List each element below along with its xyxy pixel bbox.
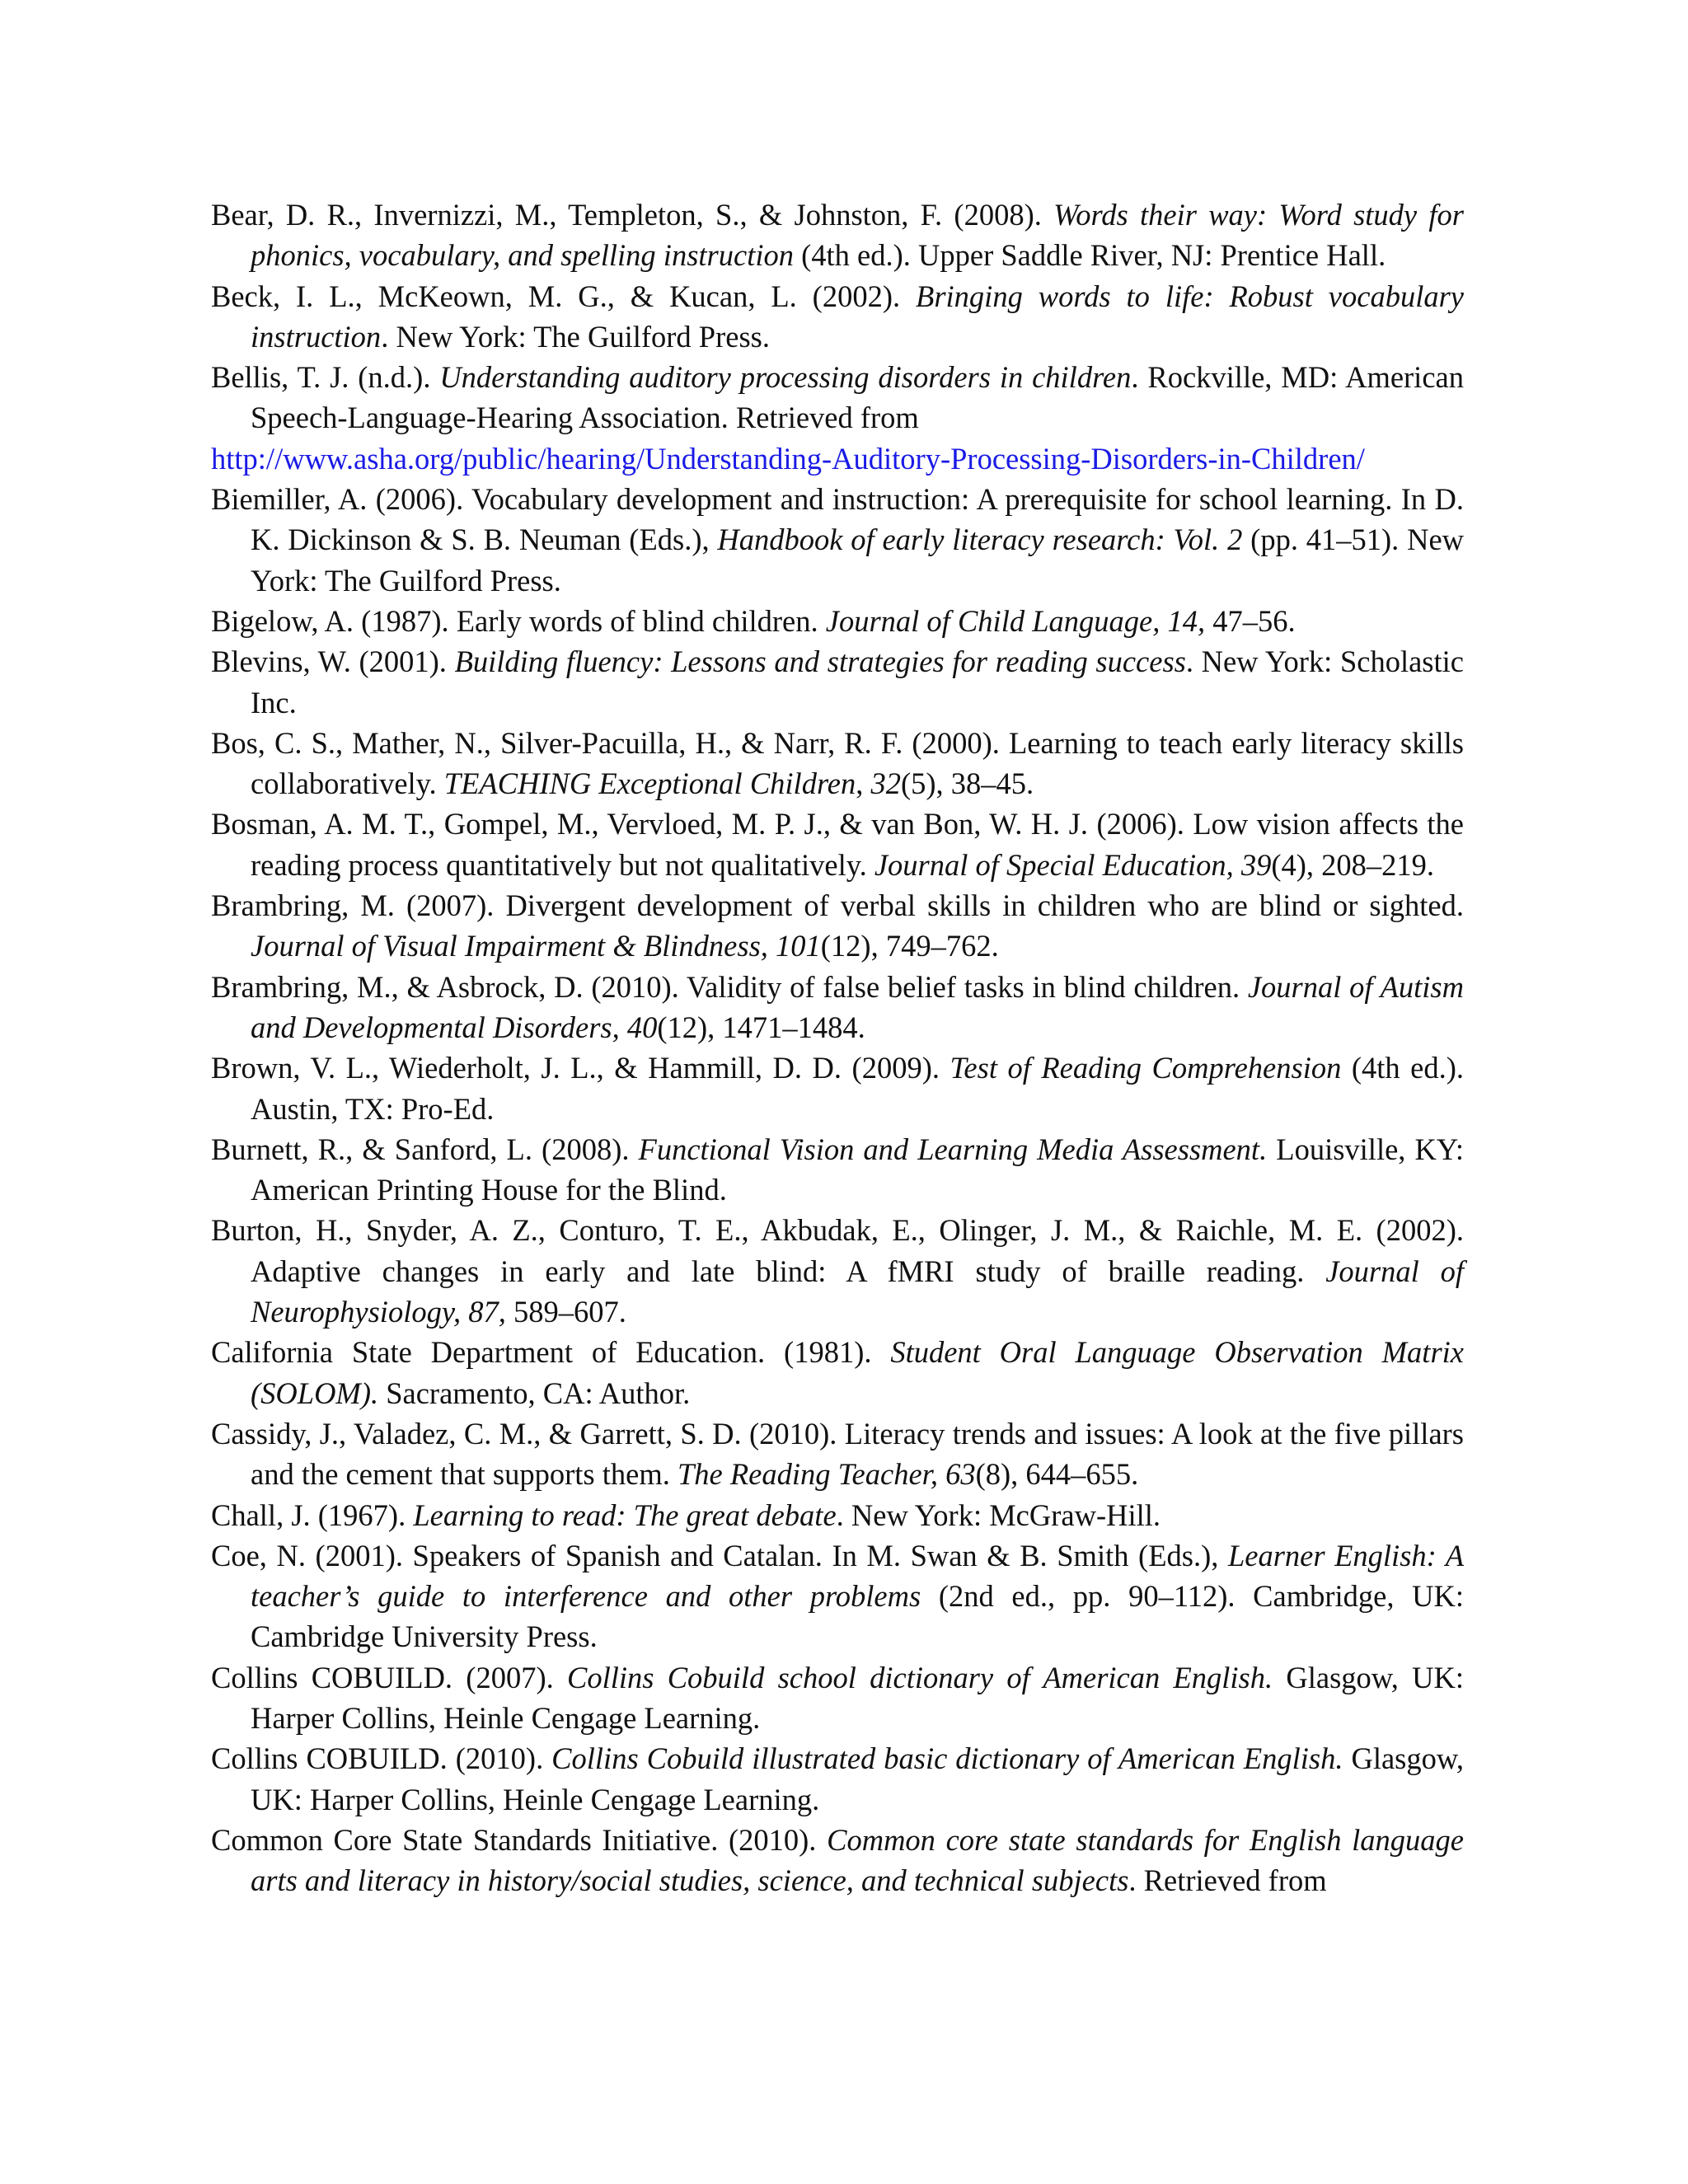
reference-entry xyxy=(211,1495,1464,1535)
ref-text: Cassidy, J., Valadez, C. M., & Garrett, S. D. (2010). Literacy trends and issues: A look at the five pillars and the cement that supports them. xyxy=(211,1416,1464,1492)
ref-text: Glasgow, UK: Harper Collins, Heinle Cengage Learning. xyxy=(251,1741,1464,1816)
ref-title: Learning to read: The great debate xyxy=(413,1497,837,1532)
ref-text: (12), 749–762. xyxy=(820,929,999,963)
ref-title: Building fluency: Lessons and strategies for reading success xyxy=(454,644,1186,679)
ref-title: Journal of Special Education, 39 xyxy=(874,847,1272,882)
ref-text: Bigelow, A. (1987). Early words of blind children. xyxy=(211,603,826,638)
ref-title: Bringing words to life: Robust vocabulary instruction xyxy=(251,279,1464,354)
ref-title: Journal of Autism and Developmental Disorders, 40 xyxy=(251,969,1464,1044)
ref-text: Bellis, T. J. (n.d.). xyxy=(211,360,440,395)
reference-entry xyxy=(211,194,1464,276)
ref-text: Chall, J. (1967). xyxy=(211,1497,414,1532)
ref-volume: 32 xyxy=(870,766,901,801)
reference-entry xyxy=(211,804,1464,885)
ref-title: TEACHING Exceptional Children xyxy=(443,766,856,801)
reference-entry xyxy=(211,1820,1464,1901)
reference-entry xyxy=(211,601,1464,641)
reference-entry xyxy=(211,967,1464,1048)
ref-text: Bosman, A. M. T., Gompel, M., Vervloed, M. P. J., & van Bon, W. H. J. (2006). Low vision affects the reading process quantitatively but not qualitatively. xyxy=(211,807,1464,882)
reference-entry xyxy=(211,1738,1464,1820)
ref-text: Brambring, M., & Asbrock, D. (2010). Validity of false belief tasks in blind children. xyxy=(211,969,1248,1004)
ref-title: Journal of Neurophysiology, 87, xyxy=(251,1254,1465,1329)
ref-title: Learner English: A teacher’s guide to interference and other problems xyxy=(251,1538,1465,1614)
ref-text: . New York: McGraw-Hill. xyxy=(836,1497,1161,1532)
ref-text: (pp. 41–51). New York: The Guilford Press. xyxy=(251,523,1465,598)
ref-text: Brambring, M. (2007). Divergent development of verbal skills in children who are blind or sighted. xyxy=(211,888,1464,923)
ref-text: . Rockville, MD: American Speech-Language-Hearing Association. Retrieved from xyxy=(251,360,1464,435)
reference-entry xyxy=(211,885,1464,967)
ref-text: Beck, I. L., McKeown, M. G., & Kucan, L. (2002). xyxy=(211,279,917,313)
reference-entry xyxy=(211,1047,1464,1129)
ref-text: (4th ed.). Upper Saddle River, NJ: Prentice Hall. xyxy=(793,238,1386,273)
ref-text: . New York: The Guilford Press. xyxy=(381,319,770,354)
ref-text: 589–607. xyxy=(505,1295,626,1329)
ref-title: The Reading Teacher, 63 xyxy=(677,1457,976,1492)
reference-entry xyxy=(211,641,1464,723)
ref-text: (12), 1471–1484. xyxy=(657,1010,865,1044)
ref-text: 47–56. xyxy=(1205,603,1296,638)
ref-text: Brown, V. L., Wiederholt, J. L., & Hammill, D. D. (2009). xyxy=(211,1051,950,1085)
reference-entry xyxy=(211,1413,1464,1495)
reference-entry xyxy=(211,1129,1464,1211)
ref-title: Functional Vision and Learning Media Assessment. xyxy=(638,1132,1268,1166)
ref-text: Biemiller, A. (2006). Vocabulary development and instruction: A prerequisite for school learning. In D. K. Dickinson & S. B. Neuman (Eds.), xyxy=(211,482,1464,557)
reference-entry xyxy=(211,479,1464,601)
ref-text: . New York: Scholastic Inc. xyxy=(251,644,1464,719)
ref-title: Collins Cobuild school dictionary of American English. xyxy=(566,1660,1273,1694)
reference-entry xyxy=(211,1210,1464,1332)
ref-text: (4th ed.). Austin, TX: Pro-Ed. xyxy=(251,1051,1465,1126)
ref-text: Bear, D. R., Invernizzi, M., Templeton, S., & Johnston, F. (2008). xyxy=(211,198,1054,232)
ref-text: Burnett, R., & Sanford, L. (2008). xyxy=(211,1132,639,1166)
ref-text: California State Department of Education. (1981). xyxy=(211,1335,891,1370)
ref-text: Louisville, KY: American Printing House for the Blind. xyxy=(251,1132,1464,1207)
reference-entry xyxy=(211,357,1464,479)
ref-title: Collins Cobuild illustrated basic dictionary of American English. xyxy=(551,1741,1343,1776)
reference-entry xyxy=(211,723,1464,804)
ref-title: Understanding auditory processing disorders in children xyxy=(439,360,1132,395)
reference-entry xyxy=(211,1332,1464,1413)
reference-list xyxy=(211,194,1464,1900)
ref-text: (8), 644–655. xyxy=(975,1457,1139,1492)
ref-text: Common Core State Standards Initiative. (2010). xyxy=(211,1822,828,1857)
ref-title: Test of Reading Comprehension xyxy=(950,1051,1342,1085)
ref-text: Blevins, W. (2001). xyxy=(211,644,455,679)
ref-text: Glasgow, UK: Harper Collins, Heinle Cengage Learning. xyxy=(251,1660,1464,1735)
ref-text: (4), 208–219. xyxy=(1271,847,1435,882)
ref-text: Coe, N. (2001). Speakers of Spanish and Catalan. In M. Swan & B. Smith (Eds.), xyxy=(211,1538,1228,1572)
ref-text: (5), 38–45. xyxy=(901,766,1034,801)
ref-text: Burton, H., Snyder, A. Z., Conturo, T. E., Akbudak, E., Olinger, J. M., & Raichle, M. E. (2002). Adaptive changes in early and late blind: A fMRI study of braille reading. xyxy=(211,1213,1464,1288)
ref-title: Journal of Visual Impairment & Blindness, 101 xyxy=(251,929,821,963)
ref-text: . Retrieved from xyxy=(1128,1863,1327,1898)
ref-title: Handbook of early literacy research: Vol. 2 xyxy=(717,523,1243,557)
ref-title: Common core state standards for English language arts and literacy in history/social studies, science, and technical subjects xyxy=(251,1822,1464,1898)
ref-title: Journal of Child Language, 14, xyxy=(825,603,1206,638)
ref-text: Collins COBUILD. (2010). xyxy=(211,1741,552,1776)
ref-text: Bos, C. S., Mather, N., Silver-Pacuilla, H., & Narr, R. F. (2000). Learning to teach early literacy skills collaboratively. xyxy=(211,725,1464,801)
reference-entry xyxy=(211,1535,1464,1657)
ref-title: Words their way: Word study for phonics, vocabulary, and spelling instruction xyxy=(251,198,1464,273)
reference-entry xyxy=(211,1657,1464,1739)
ref-text: Collins COBUILD. (2007). xyxy=(211,1660,567,1694)
ref-text: Sacramento, CA: Author. xyxy=(378,1376,691,1410)
ref-title: Student Oral Language Observation Matrix (SOLOM). xyxy=(251,1335,1464,1410)
ref-text: , xyxy=(856,766,871,801)
asha-url-link[interactable]: http://www.asha.org/public/hearing/Understanding-Auditory-Processing-Disorders-in-Children/ xyxy=(211,441,1365,476)
ref-text: (2nd ed., pp. 90–112). Cambridge, UK: Cambridge University Press. xyxy=(251,1579,1465,1654)
reference-entry xyxy=(211,276,1464,358)
